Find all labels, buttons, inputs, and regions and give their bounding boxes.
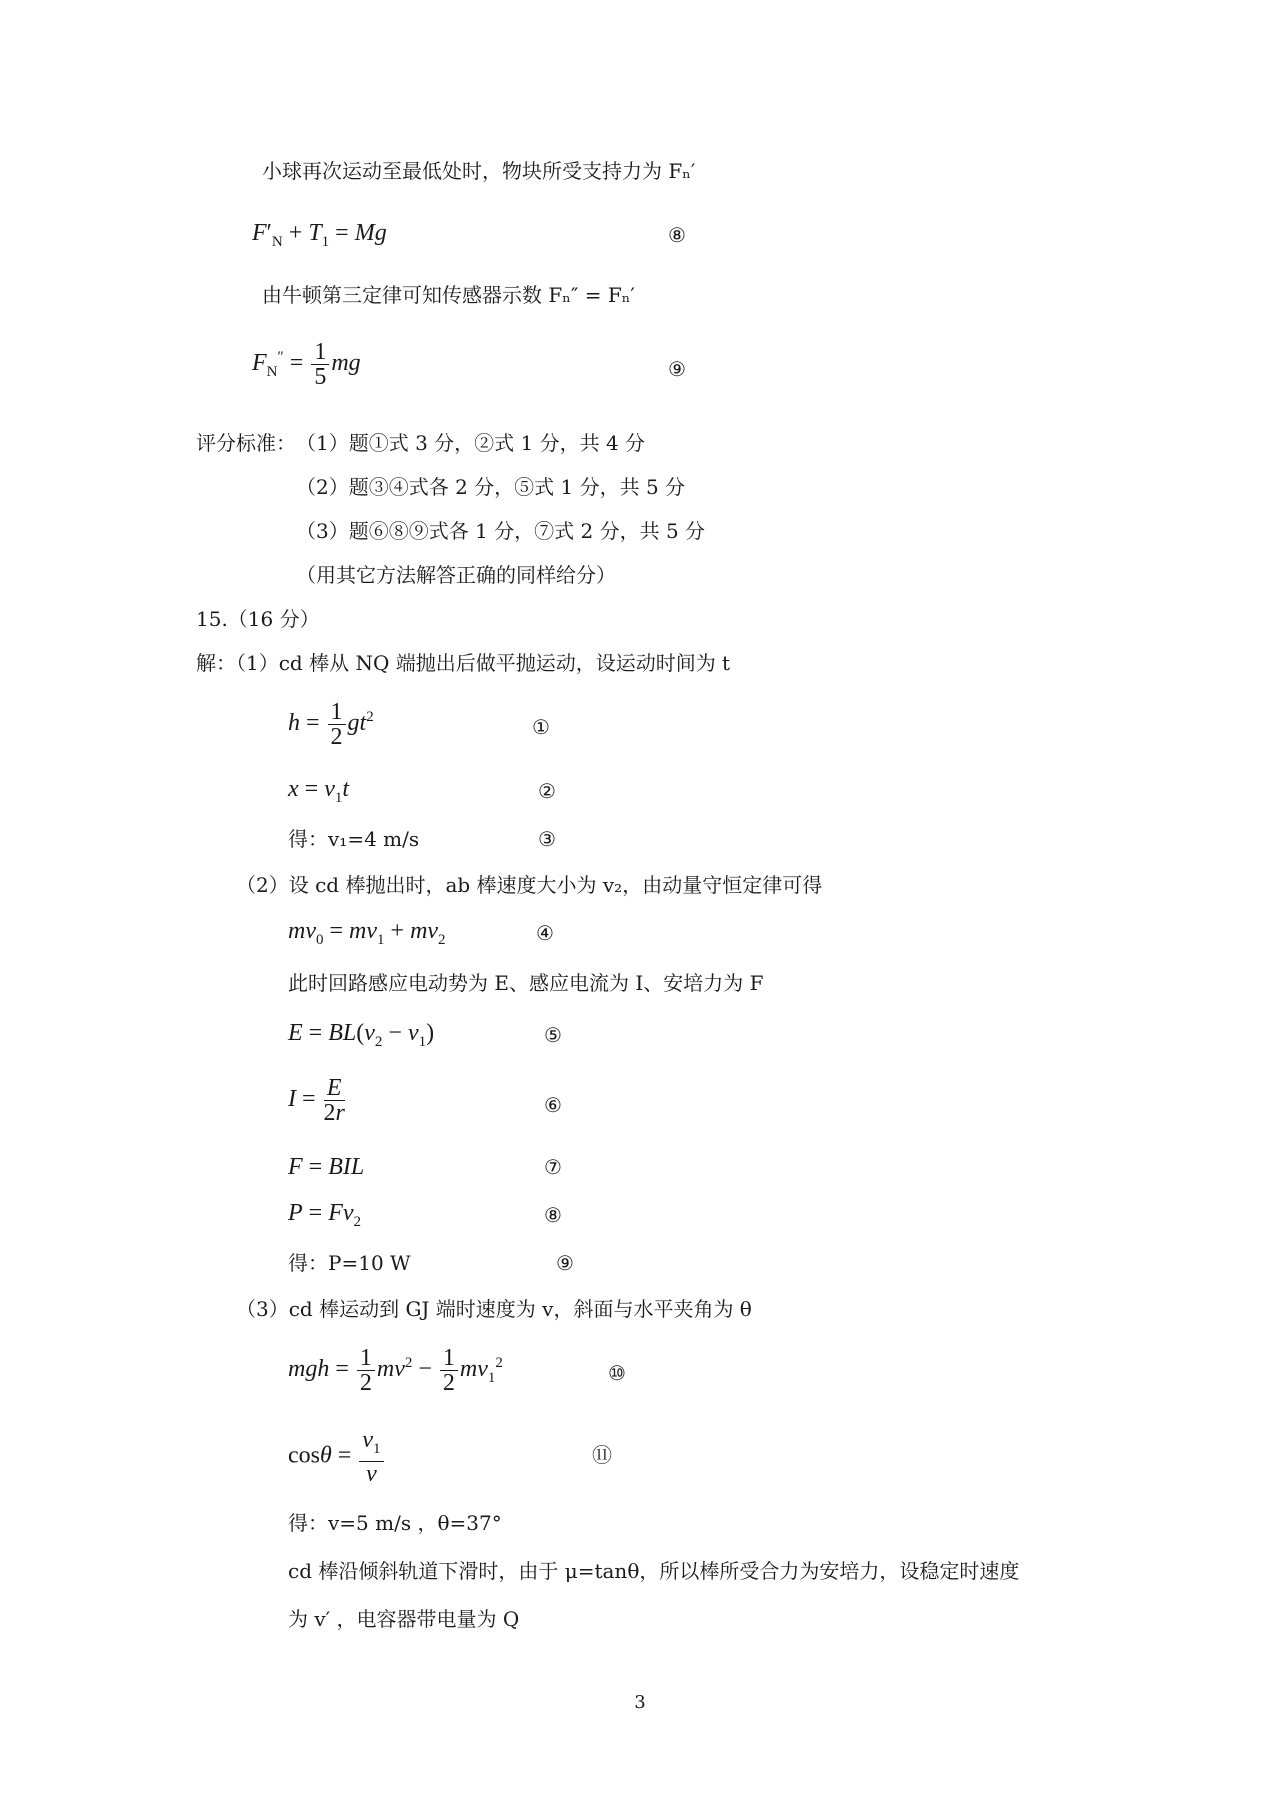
equation-number: ③ [538, 827, 556, 851]
equation-11: cosθ = $\frac{v_1}{v}$ [288, 1428, 386, 1486]
equation-number: ⑧ [544, 1203, 562, 1227]
equation-number: ⑨ [668, 357, 686, 381]
equation-number: ⑨ [556, 1251, 574, 1275]
equation-1: h = $\frac{1}{2}$ $gt^2$ [288, 699, 374, 750]
equation-10: mgh = $\frac{1}{2}$ $mv^2$ − $\frac{1}{2}$ $mv_1^2$ [288, 1345, 503, 1396]
text-line-third-law: 由牛顿第三定律可知传感器示数 Fₙ″ = Fₙ′ [262, 283, 635, 307]
equation-number: ① [532, 715, 550, 739]
equation-number: ⑧ [668, 223, 686, 247]
result-line-9: 得：P=10 W [288, 1251, 411, 1275]
result-line-3: 得：v₁=4 m/s [288, 827, 420, 851]
equation-8b: $P = Fv_2$ [288, 1200, 362, 1230]
equation-number: ② [538, 779, 556, 803]
score-line-3: （3）题⑥⑧⑨式各 1 分，⑦式 2 分，共 5 分 [296, 519, 706, 543]
equation-4: $mv_0 = mv_1 + mv_2$ [288, 918, 446, 948]
score-label: 评分标准： [196, 431, 296, 455]
solution-part-2: （2）设 cd 棒抛出时，ab 棒速度大小为 v₂，由动量守恒定律可得 [236, 873, 823, 897]
equation-9: $F_N''$ = $\frac{1}{5}$ mg [252, 339, 361, 390]
score-line-2: （2）题③④式各 2 分，⑤式 1 分，共 5 分 [296, 475, 686, 499]
solution-part-1: 解：（1）cd 棒从 NQ 端抛出后做平抛运动，设运动时间为 t [196, 651, 731, 675]
equation-6: I = $\frac{E}{2r}$ [288, 1075, 345, 1126]
equation-2: $x = v_1t$ [288, 776, 350, 806]
equation-number: ⑥ [544, 1093, 562, 1117]
question-15-title: 15.（16 分） [196, 607, 320, 631]
text-line-circuit: 此时回路感应电动势为 E、感应电流为 I、安培力为 F [288, 971, 764, 995]
result-line-11: 得：v=5 m/s ，θ=37° [288, 1511, 502, 1535]
text-line-incline: cd 棒沿倾斜轨道下滑时，由于 μ=tanθ，所以棒所受合力为安培力，设稳定时速度 [288, 1559, 1020, 1583]
text-line-min-point: 小球再次运动至最低处时，物块所受支持力为 Fₙ′ [262, 159, 696, 183]
score-line-4: （用其它方法解答正确的同样给分） [296, 563, 616, 587]
equation-7: F = BIL [288, 1154, 365, 1180]
equation-number: ⑦ [544, 1155, 562, 1179]
score-line-1: （1）题①式 3 分，②式 1 分，共 4 分 [296, 431, 646, 455]
solution-part-3: （3）cd 棒运动到 GJ 端时速度为 v，斜面与水平夹角为 θ [236, 1297, 752, 1321]
equation-5: $E = BL(v_2 - v_1)$ [288, 1020, 435, 1050]
page-number: 3 [634, 1692, 646, 1713]
equation-number: ⑩ [608, 1361, 626, 1385]
text-line-capacitor: 为 v′ ，电容器带电量为 Q [288, 1607, 520, 1631]
equation-number: ⑤ [544, 1023, 562, 1047]
equation-number: ④ [536, 921, 554, 945]
equation-number: ⑪ [592, 1443, 612, 1467]
equation-8: $F'_N + T_1 = Mg$ [252, 220, 387, 250]
